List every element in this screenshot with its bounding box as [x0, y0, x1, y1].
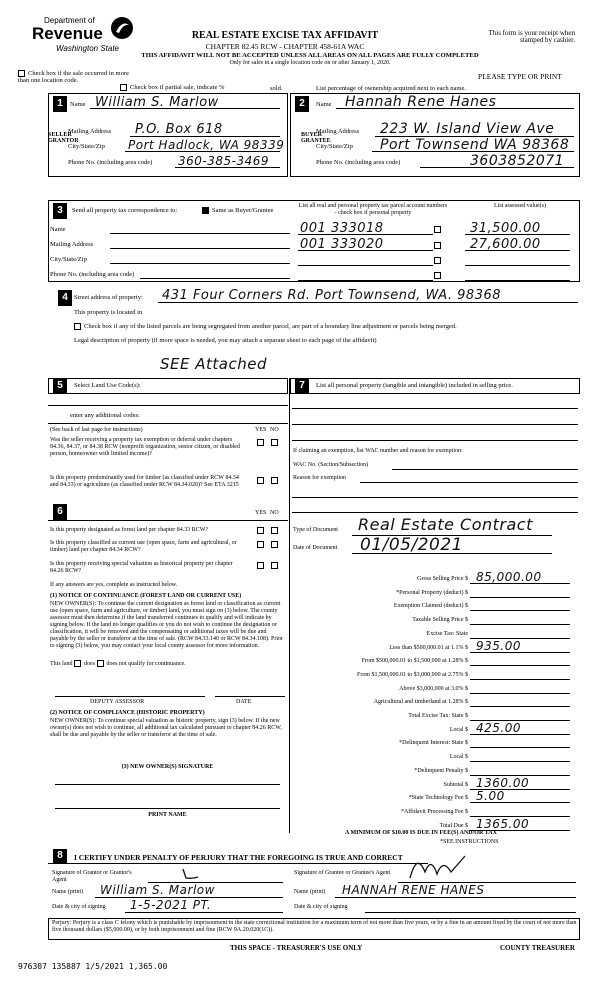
reason-label: Reason for exemption	[293, 475, 346, 481]
seller-name-label: Name	[70, 101, 86, 108]
buyer-side-label: BUYER GRANTEE	[301, 132, 331, 144]
exemption-label: If claiming an exemption, list WAC number and reason for exemption:	[293, 448, 463, 454]
tax-row-line	[470, 679, 570, 680]
grantor-date-label: Date & city of signing	[52, 904, 106, 910]
land-use-label: Select Land Use Code(s):	[74, 382, 141, 389]
partial-label: Check box if partial sale, indicate %	[130, 84, 225, 91]
sec6-no-label: NO	[270, 510, 279, 516]
seller-phone-label: Phone No. (including area code)	[68, 159, 153, 166]
notice-2-body: NEW OWNER(S): To continue special valuation as historic property, sign (3) below. If the new owner(s) does not wish to continue, all additional tax calculated pursuant to chapter 84.26 RCW, shall be due and payable by the seller or transferor at the time of sale.	[50, 718, 282, 738]
doc-date-label: Date of Document	[293, 545, 338, 551]
same-as-buyer-label: Same as Buyer/Grantee	[212, 207, 274, 214]
logo-mark-icon	[110, 16, 134, 40]
tax-row-label: Less than $500,000.01 at 1.1% $	[389, 644, 468, 651]
notice-1-body: NEW OWNER(S): To continue the current designation as forest land or classification as current use (open space, farm and agriculture, or timber) land, you must sign on (3) below. The county assessor must then determine if the land transferred continues to qualify and will indicate by signing below. If the land no longer qualifies or you do not wish to continue the designation or classification, it will be removed and the compensating or additional taxes will be due and payable by the seller or transferor at the time of sale. (RCW 84.33.140 or RCW 84.34.108). Prior to signing (3) below, you may contact your local county assessor for more information.	[50, 601, 284, 649]
tax-row-line	[470, 624, 570, 625]
seller-phone-value[interactable]: 360-385-3469	[178, 154, 270, 168]
doc-type-value[interactable]: Real Estate Contract	[358, 515, 533, 534]
seller-city-value[interactable]: Port Hadlock, WA 98339	[128, 138, 285, 152]
list-percentage-label: List percentage of ownership acquired next to each name.	[316, 85, 466, 92]
sec5-q1-no[interactable]	[271, 439, 278, 446]
personal-property-checkbox-3[interactable]	[434, 257, 441, 264]
sec6-question-3: Is this property receiving special valuation as historical property per chapter 84.26 RCW?	[50, 561, 233, 574]
assessed-value-2[interactable]: 27,600.00	[470, 237, 541, 252]
grantee-name-label: Name (print)	[294, 889, 326, 895]
buyer-phone-value[interactable]: 3603852071	[470, 153, 565, 169]
see-back-label: (See back of last page for instructions)	[50, 427, 143, 433]
tax-row-label: From $500,000.01 to $1,500,000 at 1.28% $	[361, 658, 468, 665]
multi-loc-checkbox[interactable]	[18, 70, 138, 84]
sec5-question-2: Is this property predominantly used for timber (as classified under RCW 84.34 and 84.33) or agriculture (as classified under RCW 84.34.020)? See ETA 3215	[50, 475, 239, 488]
section-8-number: 8	[53, 849, 67, 863]
seller-mail-label: Mailing Address	[68, 128, 112, 135]
form-warning: THIS AFFIDAVIT WILL NOT BE ACCEPTED UNLESS ALL AREAS ON ALL PAGES ARE FULLY COMPLETED	[141, 52, 479, 59]
tax-row-label: Above $3,000,000 at 3.0% $	[399, 685, 468, 692]
personal-property-checkbox-2[interactable]	[434, 242, 441, 249]
grantee-name-value[interactable]: HANNAH RENE HANES	[342, 883, 485, 897]
tax-row-label: Local $	[449, 726, 468, 733]
treasurer-space-label: THIS SPACE - TREASURER'S USE ONLY	[230, 944, 363, 952]
buyer-mail-value[interactable]: 223 W. Island View Ave	[380, 121, 555, 137]
notice-2-title: (2) NOTICE OF COMPLIANCE (HISTORIC PROPERTY)	[50, 710, 205, 716]
grantee-date-label: Date & city of signing	[294, 904, 348, 910]
county-treasurer-label: COUNTY TREASURER	[500, 944, 575, 952]
buyer-name-value[interactable]: Hannah Rene Hanes	[345, 94, 497, 110]
treasurer-stamp: 976307 135887 1/5/2021 1,365.00	[18, 962, 168, 971]
sec6-question-2: Is this property classified as current use (open space, farm and agricultural, or timber) land per chapter 84.34 RCW?	[50, 540, 237, 553]
tax-row-label: Agricultural and timberland at 1.28% $	[373, 699, 468, 706]
tax-row-label: Subtotal $	[443, 781, 468, 788]
parcel-number-2[interactable]: 001 333020	[300, 237, 384, 252]
parcel-header: List all real and personal property tax parcel account numbers - check box if personal property	[298, 203, 448, 216]
sec6-if-yes: If any answers are yes, complete as instructed below.	[50, 582, 178, 588]
checkbox-icon	[18, 70, 25, 77]
logo-revenue: Revenue	[32, 24, 103, 43]
assessed-header: List assessed value(s)	[494, 203, 546, 209]
tax-row-label: *Delinquent Penalty $	[414, 767, 468, 774]
sec5-q1-yes[interactable]	[257, 439, 264, 446]
grantor-date-value[interactable]: 1-5-2021 PT.	[130, 898, 212, 912]
grantor-signature-icon	[180, 866, 200, 882]
sec6-q1-no[interactable]	[271, 527, 278, 534]
does-label: does	[84, 660, 95, 667]
seller-city-label: City/State/Zip	[68, 143, 105, 150]
does-not-checkbox[interactable]	[97, 660, 104, 667]
seller-side-label: SELLER GRANTOR	[48, 132, 79, 144]
corr-city-label: City/State/Zip	[50, 256, 87, 263]
tax-row-value[interactable]: 1360.00	[476, 775, 530, 790]
tax-row-line	[470, 597, 570, 598]
perjury-text: Perjury: Perjury is a class C felony which is punishable by imprisonment in the state correctional institution for a maximum term of not more than five years, or by a fine in an amount fixed by the court of not more than five thousand dollars ($5,000.00), or by both imprisonment and fine (RCW 9A.20.020(1C)).	[52, 920, 577, 933]
tax-row-label: *Affidavit Processing Fee $	[400, 808, 468, 815]
only-for-note: Only for sales in a single location code on or after January 1, 2020.	[229, 60, 391, 66]
located-in-label: This property is located in	[74, 309, 143, 316]
seller-mail-value[interactable]: P.O. Box 618	[135, 122, 223, 137]
street-address-value[interactable]: 431 Four Corners Rd. Port Townsend, WA. 98368	[162, 288, 502, 303]
legal-description-label: Legal description of property (if more space is needed, you may attach a separate sheet to each page of the affidavit)	[74, 337, 377, 344]
sec6-question-1: Is this property designated as forest land per chapter 84.33 RCW?	[50, 527, 209, 533]
buyer-mail-label: Mailing Address	[316, 128, 360, 135]
tax-row-line	[470, 747, 570, 748]
buyer-name-label: Name	[316, 101, 332, 108]
tax-row-label: From $1,500,000.01 to $3,000,000 at 2.75% $	[357, 671, 468, 678]
form-chapter: CHAPTER 82.45 RCW - CHAPTER 458-61A WAC	[205, 42, 365, 51]
tax-row-label: Gross Selling Price $	[417, 576, 468, 582]
please-print: PLEASE TYPE OR PRINT	[478, 72, 562, 81]
section-6-number: 6	[53, 504, 67, 520]
sec5-q2-no[interactable]	[271, 477, 278, 484]
personal-property-checkbox-4[interactable]	[434, 272, 441, 279]
grantor-name-value[interactable]: William S. Marlow	[100, 883, 215, 897]
doc-date-value[interactable]: 01/05/2021	[360, 535, 463, 555]
print-name-label: PRINT NAME	[148, 812, 187, 818]
doc-type-label: Type of Document	[293, 527, 338, 533]
additional-codes-label: enter any additional codes:	[70, 412, 140, 419]
deputy-assessor-label: DEPUTY ASSESSOR	[90, 699, 145, 705]
certify-label: I CERTIFY UNDER PENALTY OF PERJURY THAT THE FOREGOING IS TRUE AND CORRECT	[74, 853, 403, 862]
this-land-label: This land	[50, 660, 73, 667]
tax-row-label: *Personal Property (deduct) $	[396, 589, 468, 596]
sec5-question-1: Was the seller receiving a property tax exemption or deferral under chapters 84.36, 84.37, or 84.38 RCW (nonprofit organization, senior citizen, or disabled person, homeowner with limited income)?	[50, 437, 240, 457]
checkbox-icon	[74, 323, 81, 330]
checkbox-checked-icon	[202, 207, 209, 214]
seller-name-value[interactable]: William S. Marlow	[95, 95, 219, 110]
sec6-yes-label: YES	[255, 510, 267, 516]
section-1-number: 1	[53, 96, 67, 112]
receipt-note: This form is your receipt when stamped by cashier.	[488, 29, 575, 44]
tax-row-label: Excise Tax: State	[426, 630, 468, 637]
grantor-name-label: Name (print)	[52, 889, 84, 895]
same-as-buyer-checkbox[interactable]	[202, 207, 273, 214]
sec6-q1-yes[interactable]	[257, 527, 264, 534]
tax-row-label: *Delinquent Interest: State $	[399, 740, 468, 747]
checkbox-icon	[120, 84, 127, 91]
tax-row-line	[470, 610, 570, 611]
tax-row-line	[470, 665, 570, 666]
this-land-row	[50, 660, 186, 668]
tax-row-line	[470, 706, 570, 707]
buyer-city-label: City/State/Zip	[316, 143, 353, 150]
sec5-q2-yes[interactable]	[257, 477, 264, 484]
parcel-number-1[interactable]: 001 333018	[300, 221, 384, 236]
sec5-no-label: NO	[270, 427, 279, 433]
tax-row-label: Total Excise Tax: State $	[408, 713, 468, 719]
multi-loc-label: Check box if the sale occurred in more than one location code.	[18, 70, 129, 85]
new-owner-signature-label: (3) NEW OWNER(S) SIGNATURE	[121, 764, 214, 770]
grantee-signature-icon	[405, 848, 475, 884]
does-not-label: does not qualify for continuance.	[106, 660, 186, 667]
does-checkbox[interactable]	[74, 660, 81, 667]
logo-state: Washington State	[56, 44, 120, 53]
segregated-checkbox[interactable]	[74, 323, 457, 330]
sec6-q2-yes[interactable]	[257, 541, 264, 548]
section-2-number: 2	[295, 96, 309, 112]
tax-row-label: Exemption Claimed (deduct) $	[393, 603, 468, 610]
sold-label: sold.	[270, 85, 283, 92]
form-title: REAL ESTATE EXCISE TAX AFFIDAVIT	[191, 30, 379, 41]
sec6-q3-yes[interactable]	[257, 562, 264, 569]
tax-row-label: *State Technology Fee $	[408, 795, 468, 802]
see-instructions-note: *SEE INSTRUCTIONS	[440, 839, 499, 845]
logo-dept: Department of	[44, 16, 95, 25]
corr-name-label: Name	[50, 226, 66, 233]
tax-row-label: Local $	[449, 754, 468, 761]
partial-sale-checkbox[interactable]	[120, 84, 224, 91]
minimum-note: A MINIMUM OF $10.00 IS DUE IN FEE(S) AND/OR TAX	[345, 830, 497, 836]
corr-mail-label: Mailing Address	[50, 241, 94, 248]
tax-row-value[interactable]: 1365.00	[476, 816, 530, 831]
buyer-phone-label: Phone No. (including area code)	[316, 159, 401, 166]
sec5-yes-label: YES	[255, 427, 267, 433]
tax-row-label: Total Due $	[439, 822, 468, 829]
tax-row-line	[470, 693, 570, 694]
tax-row-line	[470, 761, 570, 762]
section-3-number: 3	[53, 203, 67, 219]
tax-row-value[interactable]: 5.00	[476, 789, 505, 804]
sec6-q3-no[interactable]	[271, 562, 278, 569]
personal-property-label: List all personal property (tangible and intangible) included in selling price.	[316, 382, 513, 389]
legal-description-value[interactable]: SEE Attached	[160, 355, 267, 373]
section-4-number: 4	[58, 290, 72, 306]
grantee-signature-label: Signature of Grantee or Grantee's Agent	[294, 870, 391, 876]
tax-row-label: Taxable Selling Price $	[412, 617, 468, 624]
send-correspondence-label: Send all property tax correspondence to:	[72, 207, 178, 214]
personal-property-checkbox-1[interactable]	[434, 226, 441, 233]
corr-phone-label: Phone No. (including area code)	[50, 271, 135, 278]
sec6-q2-no[interactable]	[271, 541, 278, 548]
section-7-number: 7	[295, 379, 309, 393]
grantor-signature-label: Signature of Grantor or Grantor's Agent	[52, 870, 132, 883]
street-address-label: Street address of property:	[74, 294, 143, 301]
assessed-value-1[interactable]: 31,500.00	[470, 221, 541, 236]
wac-label: WAC No. (Section/Subsection)	[293, 462, 369, 468]
tax-row-value[interactable]: 425.00	[476, 720, 521, 735]
segregated-label: Check box if any of the listed parcels are being segregated from another parcel, are part of a boundary line adjustment or parcels being merged.	[84, 323, 457, 330]
dor-logo	[32, 14, 137, 54]
notice-1-title: (1) NOTICE OF CONTINUANCE (FOREST LAND OR CURRENT USE)	[50, 593, 242, 599]
buyer-city-value[interactable]: Port Townsend WA 98368	[380, 137, 570, 153]
tax-row-value[interactable]: 85,000.00	[476, 570, 542, 584]
tax-row-value[interactable]: 935.00	[476, 638, 521, 653]
assessor-date-label: DATE	[236, 699, 252, 705]
section-5-number: 5	[53, 379, 67, 393]
